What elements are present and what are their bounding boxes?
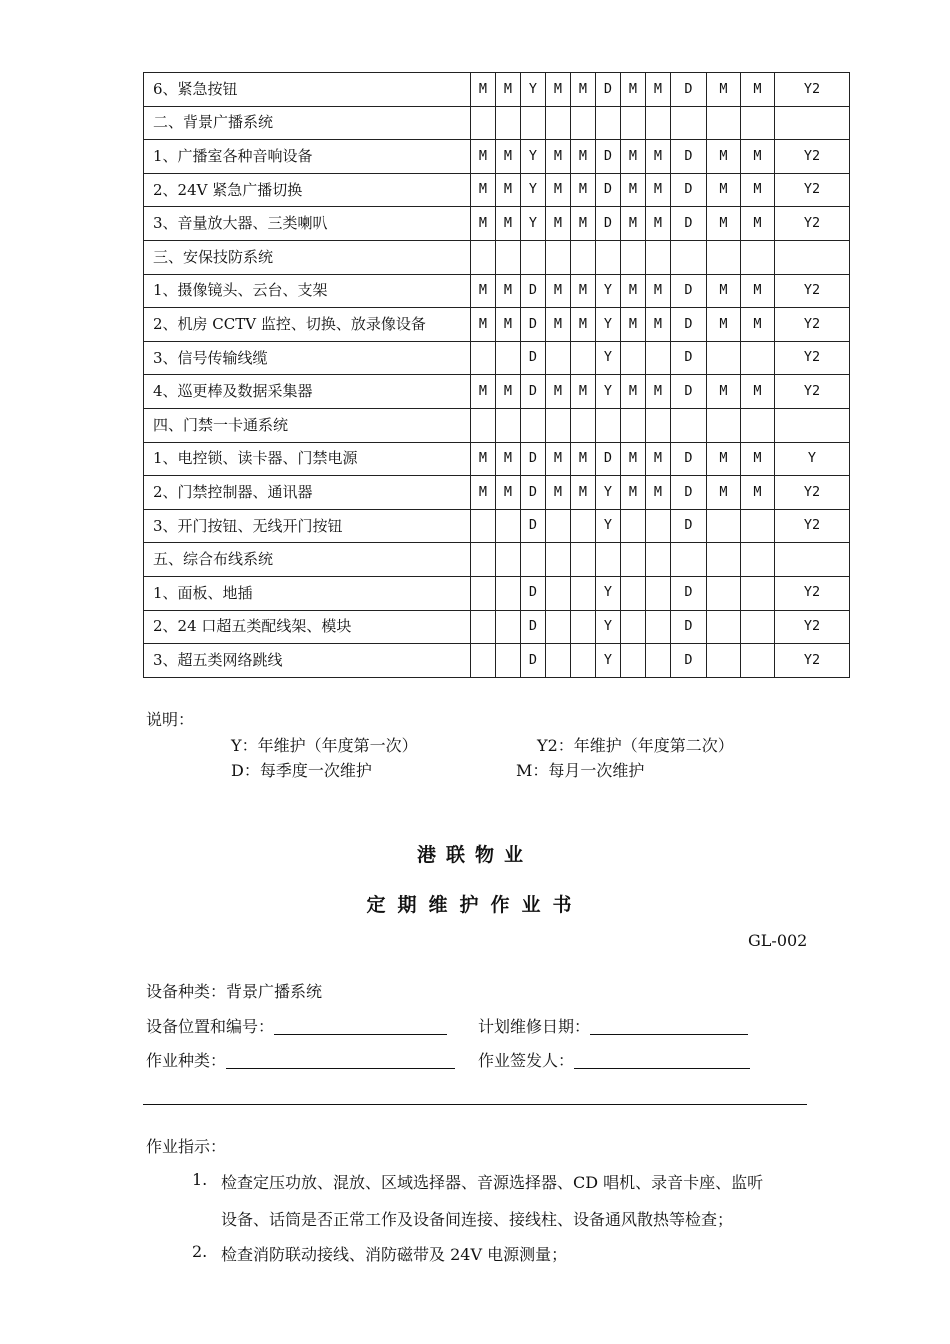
month-7-cell (621, 240, 646, 274)
location-field (146, 1014, 447, 1037)
month-2-cell (496, 543, 521, 577)
month-7-cell: M (621, 442, 646, 476)
month-3-cell: D (521, 476, 546, 510)
instruction-2-number: 2. (192, 1242, 208, 1261)
month-5-cell: M (571, 173, 596, 207)
equipment-type-value: 背景广播系统 (226, 982, 323, 1001)
month-5-cell (571, 106, 596, 140)
work-type-field (146, 1048, 455, 1071)
row-item-name: 3、开门按钮、无线开门按钮 (144, 509, 471, 543)
month-9-cell: D (671, 308, 707, 342)
month-9-cell: D (671, 509, 707, 543)
plan-date-label: 计划维修日期： (478, 1017, 591, 1036)
month-3-cell (521, 240, 546, 274)
month-11-cell (741, 543, 775, 577)
row-item-name: 1、电控锁、读卡器、门禁电源 (144, 442, 471, 476)
month-2-cell (496, 408, 521, 442)
month-10-cell: M (707, 274, 741, 308)
month-3-cell: D (521, 341, 546, 375)
month-4-cell: M (546, 308, 571, 342)
month-1-cell: M (471, 207, 496, 241)
month-2-cell: M (496, 173, 521, 207)
month-3-cell: Y (521, 173, 546, 207)
table-row (144, 375, 850, 409)
month-6-cell: Y (596, 341, 621, 375)
month-9-cell (671, 543, 707, 577)
month-9-cell: D (671, 140, 707, 174)
month-5-cell (571, 240, 596, 274)
month-2-cell: M (496, 476, 521, 510)
month-10-cell (707, 106, 741, 140)
month-5-cell (571, 576, 596, 610)
month-1-cell (471, 509, 496, 543)
month-3-cell: D (521, 375, 546, 409)
month-11-cell (741, 106, 775, 140)
location-blank[interactable] (274, 1017, 447, 1035)
month-9-cell: D (671, 173, 707, 207)
table-row (144, 308, 850, 342)
month-4-cell: M (546, 207, 571, 241)
month-3-cell (521, 408, 546, 442)
month-3-cell (521, 106, 546, 140)
row-item-name: 4、巡更棒及数据采集器 (144, 375, 471, 409)
month-4-cell: M (546, 73, 571, 107)
month-12-cell: Y2 (775, 375, 850, 409)
table-row (144, 442, 850, 476)
month-2-cell (496, 644, 521, 678)
table-row (144, 106, 850, 140)
month-8-cell: M (646, 274, 671, 308)
month-9-cell (671, 106, 707, 140)
month-2-cell (496, 341, 521, 375)
month-8-cell (646, 341, 671, 375)
month-5-cell (571, 509, 596, 543)
month-1-cell: M (471, 476, 496, 510)
table-row (144, 476, 850, 510)
legend-y2: Y2：年维护（年度第二次） (537, 736, 734, 755)
month-4-cell (546, 509, 571, 543)
table-row (144, 207, 850, 241)
month-8-cell (646, 543, 671, 577)
legend-heading: 说明： (146, 710, 195, 729)
month-7-cell (621, 576, 646, 610)
month-5-cell: M (571, 207, 596, 241)
month-10-cell: M (707, 476, 741, 510)
row-item-name: 五、综合布线系统 (144, 543, 471, 577)
month-8-cell (646, 610, 671, 644)
month-5-cell: M (571, 73, 596, 107)
month-3-cell: D (521, 308, 546, 342)
month-3-cell: Y (521, 73, 546, 107)
legend-d: D：每季度一次维护 (231, 761, 372, 780)
month-5-cell: M (571, 274, 596, 308)
month-2-cell: M (496, 140, 521, 174)
month-1-cell (471, 644, 496, 678)
month-12-cell: Y2 (775, 509, 850, 543)
month-11-cell: M (741, 308, 775, 342)
month-12-cell: Y2 (775, 476, 850, 510)
month-11-cell: M (741, 173, 775, 207)
month-6-cell: Y (596, 476, 621, 510)
month-6-cell: D (596, 207, 621, 241)
month-7-cell: M (621, 308, 646, 342)
month-10-cell (707, 576, 741, 610)
month-8-cell (646, 576, 671, 610)
location-label: 设备位置和编号： (146, 1017, 275, 1036)
month-12-cell: Y2 (775, 308, 850, 342)
month-7-cell: M (621, 476, 646, 510)
month-8-cell: M (646, 140, 671, 174)
month-10-cell (707, 408, 741, 442)
table-row (144, 408, 850, 442)
table-row (144, 610, 850, 644)
work-type-label: 作业种类： (146, 1051, 227, 1070)
month-5-cell: M (571, 140, 596, 174)
month-11-cell (741, 576, 775, 610)
month-7-cell: M (621, 274, 646, 308)
month-6-cell: Y (596, 274, 621, 308)
month-7-cell (621, 341, 646, 375)
legend-y: Y：年维护（年度第一次） (231, 736, 418, 755)
month-8-cell (646, 408, 671, 442)
month-6-cell: D (596, 140, 621, 174)
row-item-name: 3、信号传输线缆 (144, 341, 471, 375)
month-10-cell (707, 644, 741, 678)
month-7-cell (621, 543, 646, 577)
month-8-cell: M (646, 207, 671, 241)
month-6-cell: Y (596, 610, 621, 644)
instruction-2-line-1: 检查消防联动接线、消防磁带及 24V 电源测量； (221, 1245, 568, 1264)
instruction-1-number: 1. (192, 1170, 208, 1189)
month-8-cell: M (646, 173, 671, 207)
plan-date-blank[interactable] (590, 1017, 748, 1035)
instructions-heading: 作业指示： (146, 1137, 227, 1156)
schedule-body (144, 73, 850, 678)
month-10-cell: M (707, 207, 741, 241)
month-9-cell: D (671, 207, 707, 241)
month-3-cell: D (521, 610, 546, 644)
month-12-cell: Y2 (775, 140, 850, 174)
work-type-blank[interactable] (226, 1051, 455, 1069)
month-4-cell (546, 408, 571, 442)
row-item-name: 1、摄像镜头、云台、支架 (144, 274, 471, 308)
month-11-cell: M (741, 274, 775, 308)
month-8-cell (646, 644, 671, 678)
month-7-cell (621, 509, 646, 543)
month-10-cell: M (707, 375, 741, 409)
month-6-cell: Y (596, 375, 621, 409)
month-11-cell: M (741, 476, 775, 510)
row-item-name: 1、广播室各种音响设备 (144, 140, 471, 174)
month-9-cell: D (671, 274, 707, 308)
month-12-cell (775, 106, 850, 140)
row-item-name: 2、机房 CCTV 监控、切换、放录像设备 (144, 308, 471, 342)
company-title: 港联物业 (416, 844, 533, 866)
month-8-cell: M (646, 308, 671, 342)
month-12-cell: Y2 (775, 73, 850, 107)
month-9-cell: D (671, 576, 707, 610)
month-2-cell: M (496, 73, 521, 107)
month-12-cell (775, 240, 850, 274)
month-1-cell: M (471, 274, 496, 308)
month-1-cell: M (471, 140, 496, 174)
month-1-cell: M (471, 375, 496, 409)
row-item-name: 3、音量放大器、三类喇叭 (144, 207, 471, 241)
month-6-cell: D (596, 173, 621, 207)
table-row (144, 543, 850, 577)
row-item-name: 3、超五类网络跳线 (144, 644, 471, 678)
month-8-cell (646, 240, 671, 274)
month-3-cell: Y (521, 207, 546, 241)
month-5-cell (571, 408, 596, 442)
month-4-cell: M (546, 274, 571, 308)
instruction-1-line-2: 设备、话筒是否正常工作及设备间连接、接线柱、设备通风散热等检查； (221, 1210, 734, 1229)
month-5-cell: M (571, 375, 596, 409)
month-11-cell (741, 408, 775, 442)
month-8-cell (646, 106, 671, 140)
month-2-cell (496, 576, 521, 610)
month-5-cell: M (571, 308, 596, 342)
month-11-cell: M (741, 73, 775, 107)
month-7-cell: M (621, 375, 646, 409)
month-2-cell (496, 509, 521, 543)
month-4-cell (546, 576, 571, 610)
month-2-cell (496, 610, 521, 644)
table-row (144, 140, 850, 174)
month-7-cell (621, 644, 646, 678)
month-7-cell (621, 610, 646, 644)
month-2-cell (496, 240, 521, 274)
document-title: 定期维护作业书 (366, 894, 584, 916)
month-10-cell: M (707, 308, 741, 342)
month-12-cell: Y (775, 442, 850, 476)
equipment-type-field (146, 979, 322, 1002)
month-4-cell (546, 543, 571, 577)
month-6-cell (596, 543, 621, 577)
month-11-cell (741, 509, 775, 543)
row-item-name: 6、紧急按钮 (144, 73, 471, 107)
month-9-cell: D (671, 73, 707, 107)
issuer-blank[interactable] (574, 1051, 750, 1069)
month-3-cell: D (521, 576, 546, 610)
month-10-cell (707, 240, 741, 274)
month-11-cell (741, 610, 775, 644)
month-4-cell: M (546, 173, 571, 207)
month-12-cell: Y2 (775, 576, 850, 610)
plan-date-field (478, 1014, 748, 1037)
month-4-cell: M (546, 375, 571, 409)
maintenance-schedule-table (143, 72, 850, 678)
row-item-name: 1、面板、地插 (144, 576, 471, 610)
month-10-cell (707, 341, 741, 375)
month-10-cell: M (707, 442, 741, 476)
month-12-cell (775, 408, 850, 442)
month-10-cell: M (707, 173, 741, 207)
row-item-name: 三、安保技防系统 (144, 240, 471, 274)
month-11-cell: M (741, 442, 775, 476)
month-7-cell: M (621, 207, 646, 241)
table-row (144, 341, 850, 375)
month-8-cell: M (646, 442, 671, 476)
month-1-cell: M (471, 73, 496, 107)
month-11-cell (741, 644, 775, 678)
month-9-cell: D (671, 442, 707, 476)
month-11-cell: M (741, 207, 775, 241)
month-12-cell: Y2 (775, 644, 850, 678)
month-7-cell (621, 408, 646, 442)
month-6-cell: Y (596, 576, 621, 610)
month-8-cell: M (646, 73, 671, 107)
row-item-name: 2、24V 紧急广播切换 (144, 173, 471, 207)
month-1-cell (471, 576, 496, 610)
month-2-cell: M (496, 207, 521, 241)
month-4-cell (546, 610, 571, 644)
section-divider (143, 1104, 807, 1105)
month-6-cell: D (596, 442, 621, 476)
month-5-cell (571, 543, 596, 577)
table-row (144, 240, 850, 274)
month-2-cell: M (496, 274, 521, 308)
month-5-cell (571, 341, 596, 375)
issuer-label: 作业签发人： (478, 1051, 575, 1070)
month-8-cell: M (646, 375, 671, 409)
month-4-cell: M (546, 442, 571, 476)
month-4-cell (546, 341, 571, 375)
month-5-cell: M (571, 476, 596, 510)
month-8-cell: M (646, 476, 671, 510)
instruction-1-line-1: 检查定压功放、混放、区域选择器、音源选择器、CD 唱机、录音卡座、监听 (221, 1173, 764, 1192)
month-7-cell: M (621, 140, 646, 174)
month-9-cell: D (671, 341, 707, 375)
month-12-cell: Y2 (775, 274, 850, 308)
month-10-cell: M (707, 73, 741, 107)
month-10-cell (707, 610, 741, 644)
month-9-cell: D (671, 476, 707, 510)
month-11-cell (741, 341, 775, 375)
month-6-cell: Y (596, 308, 621, 342)
legend-m: M：每月一次维护 (516, 761, 645, 780)
month-2-cell (496, 106, 521, 140)
month-1-cell: M (471, 173, 496, 207)
month-4-cell (546, 644, 571, 678)
month-7-cell: M (621, 173, 646, 207)
month-1-cell: M (471, 308, 496, 342)
month-2-cell: M (496, 308, 521, 342)
month-12-cell: Y2 (775, 173, 850, 207)
table-row (144, 73, 850, 107)
month-1-cell (471, 240, 496, 274)
month-6-cell (596, 408, 621, 442)
month-9-cell (671, 240, 707, 274)
month-12-cell: Y2 (775, 207, 850, 241)
month-9-cell: D (671, 375, 707, 409)
month-12-cell: Y2 (775, 341, 850, 375)
month-1-cell (471, 408, 496, 442)
month-4-cell (546, 106, 571, 140)
month-1-cell: M (471, 442, 496, 476)
month-9-cell: D (671, 644, 707, 678)
month-5-cell: M (571, 442, 596, 476)
month-4-cell: M (546, 476, 571, 510)
month-3-cell: D (521, 274, 546, 308)
row-item-name: 2、门禁控制器、通讯器 (144, 476, 471, 510)
month-3-cell: D (521, 509, 546, 543)
month-11-cell (741, 240, 775, 274)
month-1-cell (471, 610, 496, 644)
month-6-cell (596, 240, 621, 274)
month-1-cell (471, 543, 496, 577)
month-7-cell (621, 106, 646, 140)
month-6-cell: D (596, 73, 621, 107)
month-2-cell: M (496, 442, 521, 476)
table-row (144, 576, 850, 610)
month-11-cell: M (741, 375, 775, 409)
month-6-cell: Y (596, 509, 621, 543)
month-11-cell: M (741, 140, 775, 174)
month-8-cell (646, 509, 671, 543)
month-9-cell: D (671, 610, 707, 644)
row-item-name: 2、24 口超五类配线架、模块 (144, 610, 471, 644)
row-item-name: 二、背景广播系统 (144, 106, 471, 140)
month-5-cell (571, 644, 596, 678)
month-5-cell (571, 610, 596, 644)
month-1-cell (471, 106, 496, 140)
month-10-cell (707, 509, 741, 543)
issuer-field (478, 1048, 750, 1071)
month-10-cell (707, 543, 741, 577)
equipment-type-label: 设备种类： (146, 982, 227, 1001)
table-row (144, 644, 850, 678)
month-7-cell: M (621, 73, 646, 107)
month-3-cell: D (521, 442, 546, 476)
month-3-cell (521, 543, 546, 577)
month-12-cell (775, 543, 850, 577)
month-2-cell: M (496, 375, 521, 409)
month-4-cell: M (546, 140, 571, 174)
row-item-name: 四、门禁一卡通系统 (144, 408, 471, 442)
table-row (144, 274, 850, 308)
month-3-cell: Y (521, 140, 546, 174)
month-4-cell (546, 240, 571, 274)
month-1-cell (471, 341, 496, 375)
table-row (144, 173, 850, 207)
month-3-cell: D (521, 644, 546, 678)
month-9-cell (671, 408, 707, 442)
month-12-cell: Y2 (775, 610, 850, 644)
month-6-cell: Y (596, 644, 621, 678)
document-number: GL-002 (748, 931, 808, 950)
month-6-cell (596, 106, 621, 140)
month-10-cell: M (707, 140, 741, 174)
table-row (144, 509, 850, 543)
